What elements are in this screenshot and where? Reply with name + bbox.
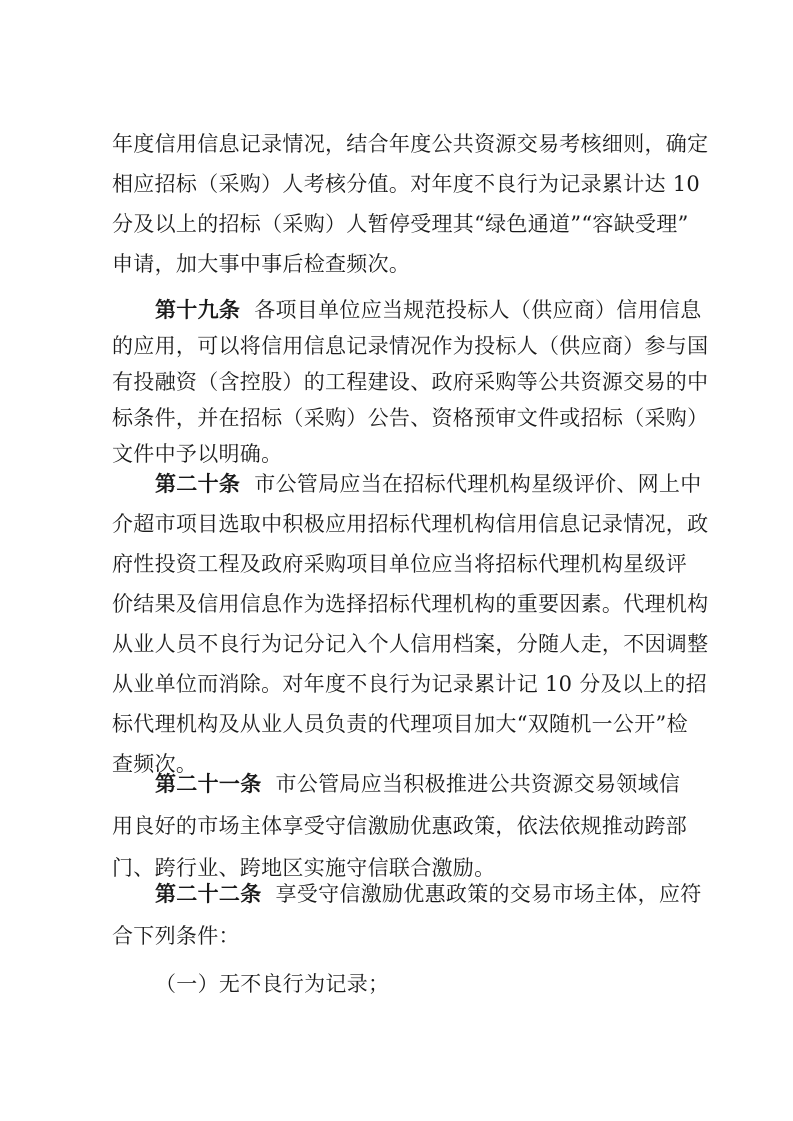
text-line: （一）无不良行为记录； (155, 972, 390, 996)
text-line: 介超市项目选取中积极应用招标代理机构信用信息记录情况，政 (112, 512, 709, 536)
text-line: 从业单位而消除。对年度不良行为记录累计记 10 分及以上的招 (112, 672, 708, 696)
article-text: 各项目单位应当规范投标人（供应商）信用信息 (254, 298, 702, 322)
text-line: 分及以上的招标（采购）人暂停受理其“绿色通道”“容缺受理” (112, 212, 689, 236)
text-line: 有投融资（含控股）的工程建设、政府采购等公共资源交易的中 (112, 370, 709, 394)
text-line: 年度信用信息记录情况，结合年度公共资源交易考核细则，确定 (112, 132, 709, 156)
text-line: 查频次。 (112, 752, 198, 776)
article-text: 市公管局应当积极推进公共资源交易领域信 (275, 772, 681, 796)
text-line: 相应招标（采购）人考核分值。对年度不良行为记录累计达 10 (112, 172, 701, 196)
text-line: 标代理机构及从业人员负责的代理项目加大“双随机一公开”检 (112, 712, 688, 736)
text-line: 府性投资工程及政府采购项目单位应当将招标代理机构星级评 (112, 552, 688, 576)
article-number: 第二十条 (155, 472, 241, 496)
text-line: 申请，加大事中事后检查频次。 (112, 252, 411, 276)
article-text: 享受守信激励优惠政策的交易市场主体，应符 (275, 882, 702, 906)
text-line: 门、跨行业、跨地区实施守信联合激励。 (112, 856, 496, 880)
text-line: 从业人员不良行为记分记入个人信用档案，分随人走，不因调整 (112, 632, 709, 656)
text-line: 标条件，并在招标（采购）公告、资格预审文件或招标（采购） (112, 406, 709, 430)
text-line: 的应用，可以将信用信息记录情况作为投标人（供应商）参与国 (112, 334, 709, 358)
article-number: 第十九条 (155, 298, 241, 322)
text-line: 合下列条件： (112, 924, 240, 948)
article-text: 市公管局应当在招标代理机构星级评价、网上中 (254, 472, 702, 496)
text-line: 文件中予以明确。 (112, 442, 283, 466)
text-line: 价结果及信用信息作为选择招标代理机构的重要因素。代理机构 (112, 592, 709, 616)
article-number: 第二十二条 (155, 882, 262, 906)
article-number: 第二十一条 (155, 772, 262, 796)
text-line: 用良好的市场主体享受守信激励优惠政策，依法依规推动跨部 (112, 814, 688, 838)
